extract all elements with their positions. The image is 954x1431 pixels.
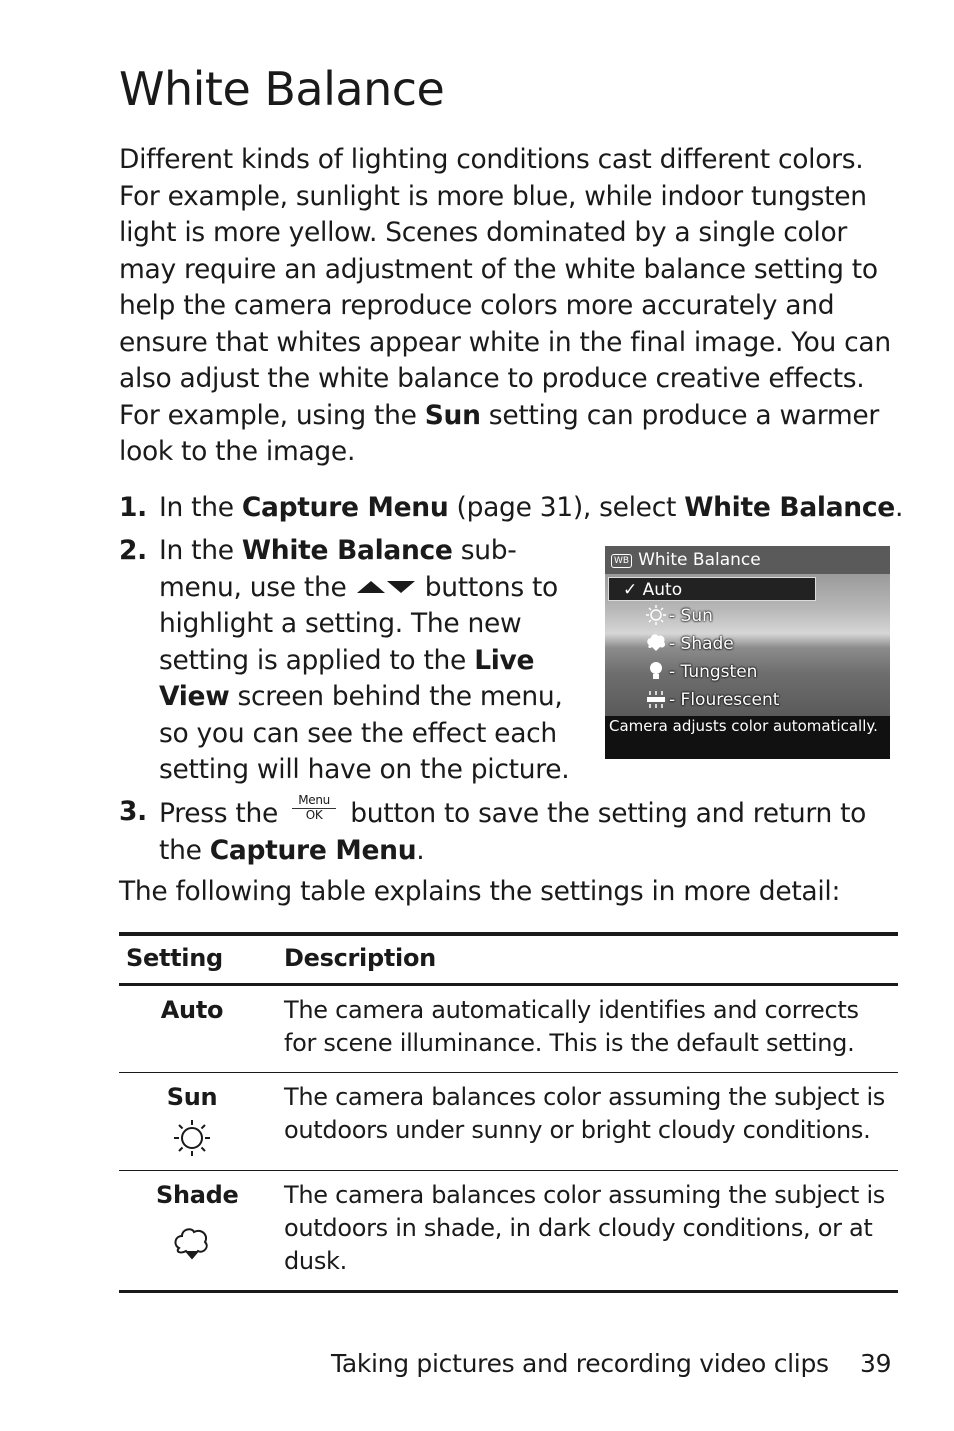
camera-option-sun: - Sun [645,605,713,627]
settings-table [119,932,898,1293]
table-row [119,1171,898,1292]
setting-name: Shade [156,1181,239,1209]
page-title: White Balance [119,62,445,116]
setting-description: The camera automatically identifies and corrects for scene illuminance. This is the default setting. [284,996,859,1057]
step-1: 1. In the Capture Menu (page 31), select White Balance. [119,490,909,527]
step-2: 2. In the White Balance sub-menu, use the buttons to highlight a setting. The new setting is applied to the Live View screen behind the menu, so you can see the effect each setting will have on the picture. [119,535,570,785]
setting-description: The camera balances color assuming the subject is outdoors in shade, in dark cloudy conditions, or at dusk. [284,1181,886,1275]
setting-name: Auto [160,996,224,1024]
page-number: 39 [860,1349,892,1378]
sun-icon [170,1118,214,1158]
intro-paragraph: Different kinds of lighting conditions cast different colors. For example, sunlight is more blue, while indoor tungsten light is more yellow. Scenes dominated by a single color may require an adjustment of the white balance setting to help the camera reproduce colors more accurately and ensure that whites appear white in the final image. You can also adjust the white balance to produce creative effects. For example, using the Sun setting can produce a warmer look to the image. [119,144,891,467]
camera-menu-help: Camera adjusts color automatically. [605,716,890,759]
table-header-row [119,934,898,985]
setting-description: The camera balances color assuming the subject is outdoors under sunny or bright cloudy conditions. [284,1083,886,1144]
camera-menu-selected: ✓ Auto [608,577,816,601]
bulb-icon [645,661,667,681]
fluorescent-icon [645,689,667,709]
table-row [119,1073,898,1171]
step-number: 2. [119,535,147,566]
camera-screen [605,546,890,759]
table-row [119,985,898,1073]
sun-icon [645,605,667,625]
step-3: 3. Press the Menu OK button to save the setting and return to the Capture Menu. [119,793,867,866]
table-intro: The following table explains the settings in more detail: [119,876,841,907]
footer-section-title: Taking pictures and recording video clips [331,1349,829,1378]
camera-option-tungsten: - Tungsten [645,661,757,683]
shade-icon [645,633,667,653]
camera-option-shade: - Shade [645,633,734,655]
shade-icon [170,1224,214,1266]
camera-menu-header: WB White Balance [605,546,890,574]
setting-name: Sun [166,1083,218,1111]
header-setting: Setting [126,944,223,972]
up-down-arrows-icon [355,577,417,597]
wb-badge-icon: WB [611,554,632,568]
camera-option-fluorescent: - Flourescent [645,689,779,711]
menu-ok-button-icon: Menu OK [292,794,336,822]
header-description: Description [284,944,436,972]
step-number: 3. [119,796,147,827]
step-number: 1. [119,492,147,523]
